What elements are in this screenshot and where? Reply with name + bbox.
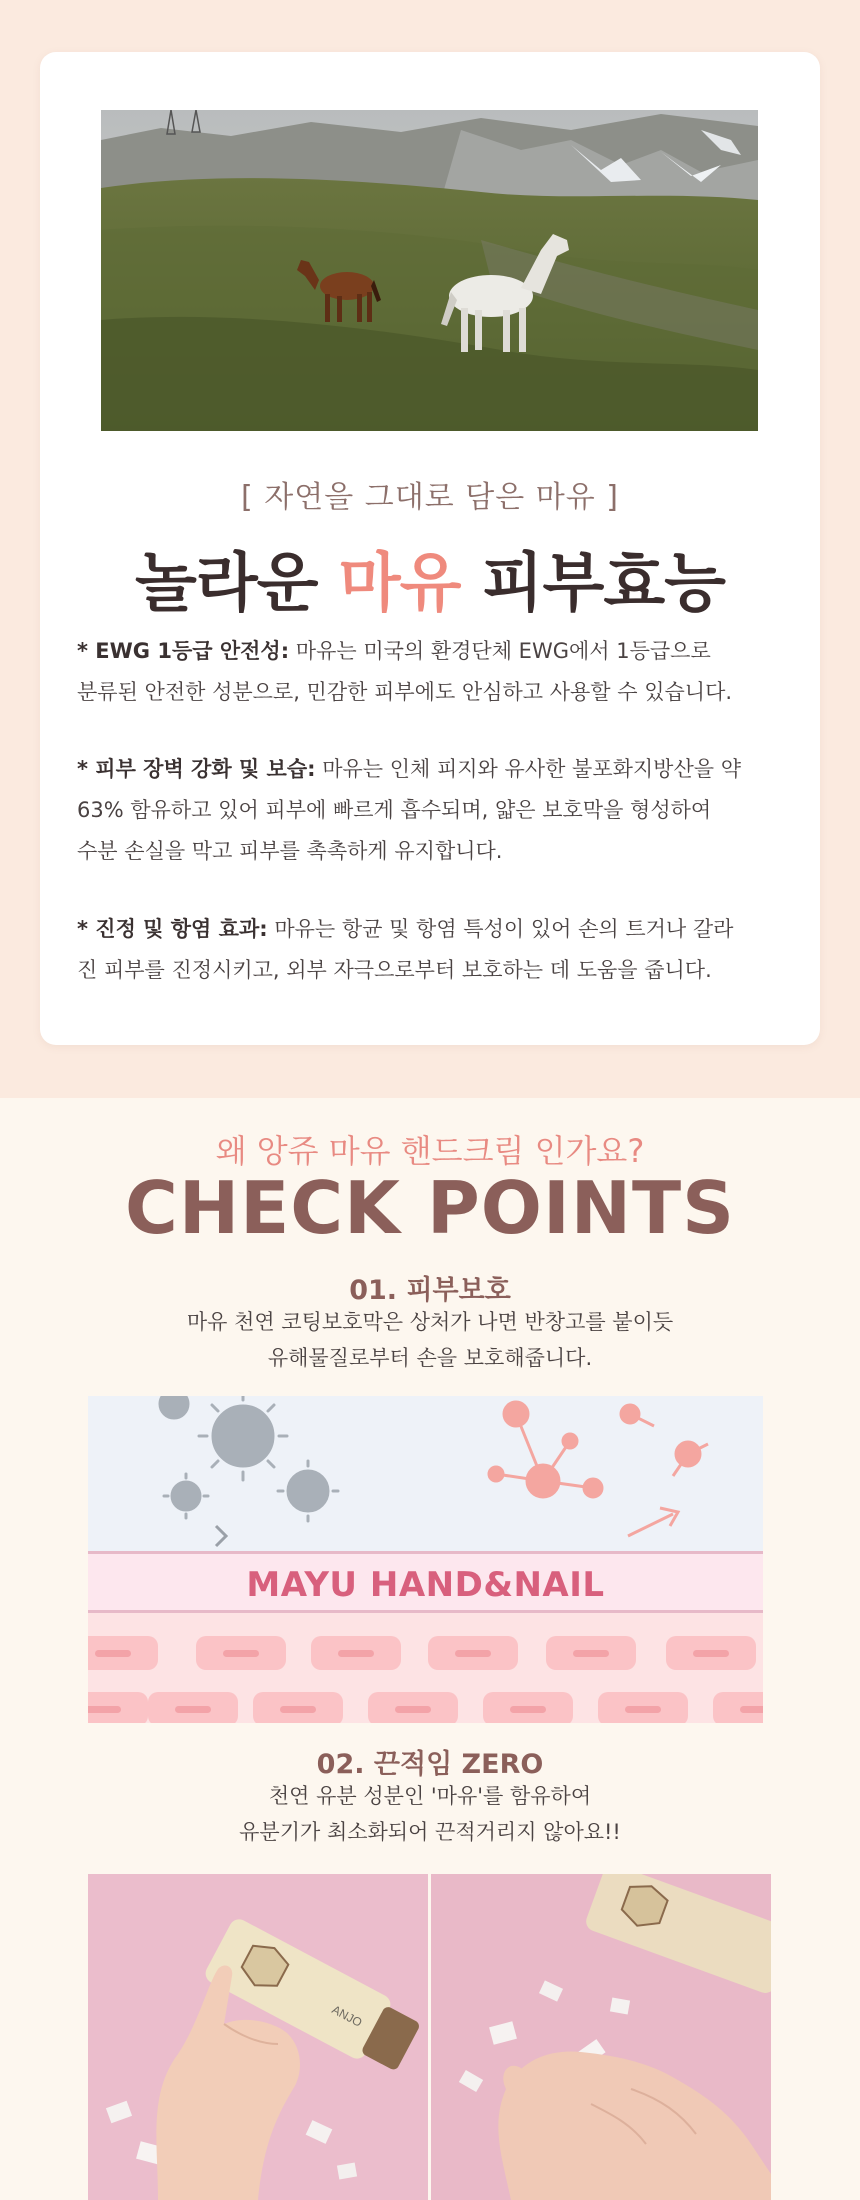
- check-points-section: [0, 1098, 860, 2200]
- hand-with-tube-image: [88, 1874, 428, 2200]
- why-heading: 왜 앙쥬 마유 핸드크림 인가요?: [215, 1132, 645, 1170]
- germs-icon: [88, 1396, 763, 1551]
- benefit-text: 분류된 안전한 성분으로, 민감한 피부에도 안심하고 사용할 수 있습니다.: [77, 680, 733, 704]
- benefit-soothing: [77, 909, 787, 991]
- skin-cell: [148, 1692, 238, 1723]
- skin-cell: [196, 1636, 286, 1670]
- tube-brand-label: ANJO: [329, 2002, 365, 2030]
- skin-cells: [88, 1613, 763, 1723]
- skin-cell: [88, 1636, 158, 1670]
- intro-kicker: [ 자연을 그대로 담은 마유 ]: [241, 480, 619, 515]
- hand-holding-tube-photo: [88, 1874, 428, 2200]
- point-1-line-2: 유해물질로부터 손을 보호해줍니다.: [267, 1346, 593, 1370]
- benefit-title: * 피부 장벽 강화 및 보습:: [77, 757, 316, 781]
- intro-section: [0, 0, 860, 1098]
- benefit-text: 진 피부를 진정시키고, 외부 자극으로부터 보호하는 데 도움을 줍니다.: [77, 958, 712, 982]
- benefit-text: 마유는 미국의 환경단체 EWG에서 1등급으로: [289, 639, 711, 663]
- skin-cell: [88, 1692, 148, 1723]
- skin-cell: [428, 1636, 518, 1670]
- horses-landscape-image: [101, 110, 758, 431]
- illustration-label: MAYU HAND&NAIL: [246, 1565, 605, 1605]
- point-2-title: 02. 끈적임 ZERO: [316, 1749, 544, 1780]
- skin-cell: [368, 1692, 458, 1723]
- skin-cell: [253, 1692, 343, 1723]
- protective-film-band: [88, 1551, 763, 1613]
- benefit-title: * EWG 1등급 안전성:: [77, 639, 290, 663]
- hand-cream-photos: [88, 1874, 771, 2200]
- skin-cell: [598, 1692, 688, 1723]
- skin-cell: [311, 1636, 401, 1670]
- benefit-ewg: [77, 631, 787, 713]
- skin-cell: [546, 1636, 636, 1670]
- benefit-barrier: [77, 749, 787, 872]
- intro-headline: [40, 532, 820, 624]
- skin-cell: [483, 1692, 573, 1723]
- intro-card: [40, 52, 820, 1045]
- point-2-line-2: 유분기가 최소화되어 끈적거리지 않아요!!: [239, 1820, 621, 1844]
- illustration-sky: [88, 1396, 763, 1551]
- point-2-line-1: 천연 유분 성분인 '마유'를 함유하여: [268, 1784, 592, 1808]
- benefit-text: 63% 함유하고 있어 피부에 빠르게 흡수되며, 얇은 보호막을 형성하여: [77, 798, 712, 822]
- point-1-description: [0, 1304, 860, 1376]
- skin-cell: [713, 1692, 763, 1723]
- point-1-line-1: 마유 천연 코팅보호막은 상처가 나면 반창고를 붙이듯: [186, 1310, 674, 1334]
- check-points-title: CHECK POINTS: [125, 1166, 735, 1250]
- headline-part-2: 피부효능: [460, 547, 725, 621]
- headline-part-1: 놀라운: [135, 547, 339, 621]
- benefit-text: 마유는 항균 및 항염 특성이 있어 손의 트거나 갈라: [267, 917, 734, 941]
- point-2-description: [0, 1778, 860, 1850]
- skin-protection-illustration: [88, 1396, 763, 1723]
- hand-after-cream-photo: [431, 1874, 771, 2200]
- headline-accent: 마유: [338, 547, 461, 621]
- point-1-title: 01. 피부보호: [349, 1275, 511, 1306]
- horses-photo: [101, 110, 758, 431]
- benefit-text: 수분 손실을 막고 피부를 촉촉하게 유지합니다.: [77, 839, 503, 863]
- benefit-text: 마유는 인체 피지와 유사한 불포화지방산을 약: [315, 757, 741, 781]
- benefit-title: * 진정 및 항염 효과:: [77, 917, 268, 941]
- hand-back-image: [431, 1874, 771, 2200]
- skin-cell: [666, 1636, 756, 1670]
